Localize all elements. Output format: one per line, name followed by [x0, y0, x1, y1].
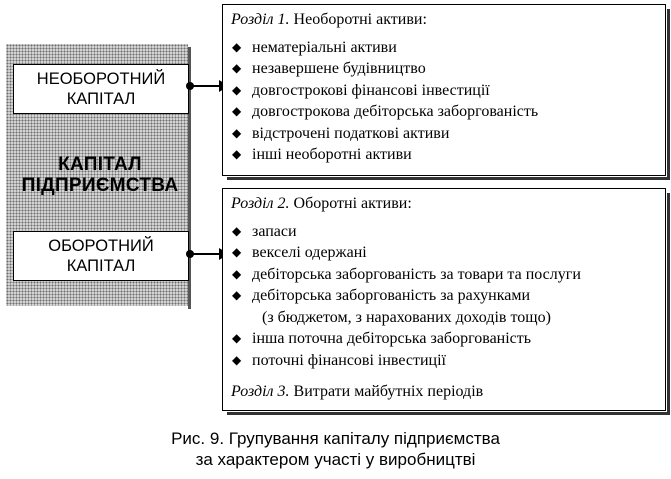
connector-dot-icon	[186, 82, 194, 90]
figure-caption	[0, 428, 671, 470]
section-2-title: Оборотні активи:	[293, 195, 412, 212]
list-item: ◆ незавершене будівництво	[231, 58, 665, 80]
diamond-bullet-icon: ◆	[232, 104, 242, 118]
diamond-bullet-icon: ◆	[232, 223, 242, 238]
diamond-bullet-icon: ◆	[232, 288, 242, 302]
list-item: ◆ довгострокова дебіторська заборгованість	[231, 101, 665, 123]
diamond-bullet-icon: ◆	[232, 82, 242, 97]
diamond-bullet-icon: ◆	[232, 331, 242, 345]
section-2-list	[231, 221, 665, 372]
list-item: ◆ дебіторська заборгованість за товари та послуги	[231, 264, 665, 286]
section-1-box	[222, 4, 666, 176]
diamond-bullet-icon: ◆	[232, 245, 242, 259]
section-3-title: Витрати майбутніх періодів	[293, 383, 484, 400]
section-1-heading	[231, 9, 665, 31]
list-item: ◆ запаси	[231, 221, 665, 243]
section-2-box	[222, 188, 666, 411]
list-item: ◆ нематеріальні активи	[231, 37, 665, 59]
noncurrent-capital-line2: КАПІТАЛ	[66, 90, 136, 108]
section-1-title: Необоротні активи:	[293, 11, 427, 28]
diamond-bullet-icon: ◆	[232, 39, 242, 54]
list-item: ◆ поточні фінансові інвестиції	[231, 350, 665, 372]
list-item: ◆ інша поточна дебіторська заборгованість	[231, 328, 665, 350]
section-3-heading	[231, 381, 665, 403]
list-item: ◆ векселі одержані	[231, 242, 665, 264]
diamond-bullet-icon: ◆	[232, 61, 242, 75]
enterprise-capital-title	[12, 154, 188, 196]
diamond-bullet-icon: ◆	[232, 125, 242, 140]
diamond-bullet-icon: ◆	[232, 147, 242, 161]
list-item: ◆ інші необоротні активи	[231, 144, 665, 166]
current-capital-line1: ОБОРОТНИЙ	[48, 237, 154, 255]
noncurrent-capital-box	[13, 64, 189, 114]
capital-title-line2: ПІДПРИЄМСТВА	[21, 175, 179, 196]
section-2-label: Розділ 2.	[231, 195, 290, 212]
caption-line2: за характером участі у виробництві	[195, 450, 476, 469]
list-item: ◆ відстрочені податкові активи	[231, 123, 665, 145]
section-3-label: Розділ 3.	[231, 383, 290, 400]
diamond-bullet-icon: ◆	[232, 352, 242, 367]
section-1-label: Розділ 1.	[231, 11, 290, 28]
section-1-list	[231, 37, 665, 166]
list-item-continuation: (з бюджетом, з нарахованих доходів тощо)	[262, 308, 551, 326]
list-item: ◆ довгострокові фінансові інвестиції	[231, 80, 665, 102]
current-capital-line2: КАПІТАЛ	[66, 257, 136, 275]
caption-line1: Рис. 9. Групування капіталу підприємства	[171, 429, 500, 448]
list-item: ◆ дебіторська заборгованість за рахунками	[231, 285, 665, 307]
capital-title-line1: КАПІТАЛ	[58, 154, 142, 175]
noncurrent-capital-line1: НЕОБОРОТНИЙ	[36, 70, 166, 88]
section-2-heading	[231, 193, 665, 215]
current-capital-box	[13, 231, 189, 281]
diamond-bullet-icon: ◆	[232, 266, 242, 281]
connector-dot-icon	[186, 250, 194, 258]
